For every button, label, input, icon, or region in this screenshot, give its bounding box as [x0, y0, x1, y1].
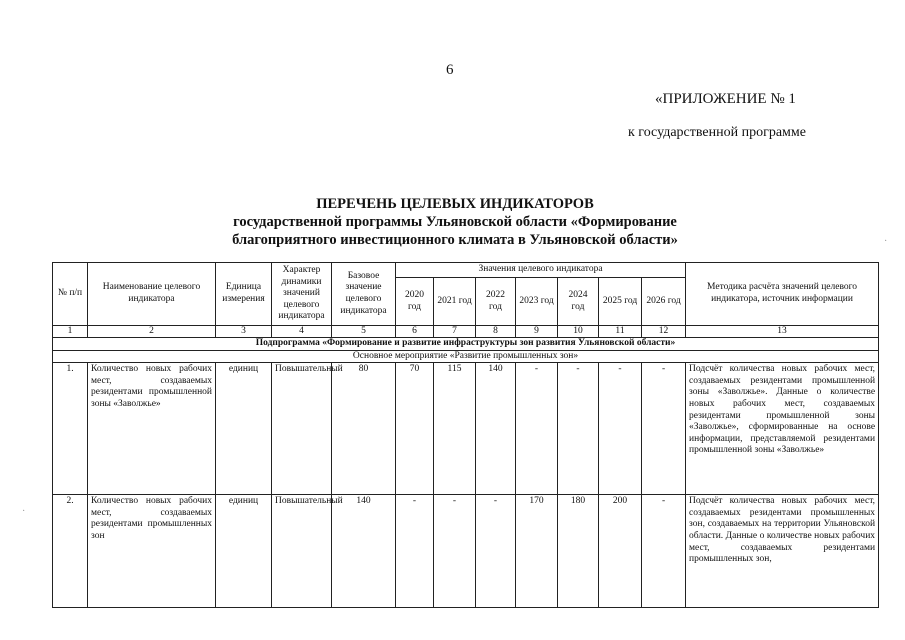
column-number: 12: [642, 326, 686, 338]
appendix-title: «ПРИЛОЖЕНИЕ № 1: [655, 91, 796, 107]
row-value: -: [516, 363, 558, 495]
column-number: 10: [558, 326, 599, 338]
column-number: 11: [599, 326, 642, 338]
header-unit: Единица измерения: [216, 263, 272, 326]
column-number: 3: [216, 326, 272, 338]
table-row: [53, 495, 879, 608]
header-year: 2025 год: [599, 278, 642, 326]
row-method: Подсчёт количества новых рабочих мест, создаваемых резидентами промышленных зон, создаваемых на территории Ульяновской области. Данные о количестве новых рабочих мест, создаваемых резидентами промышленных зон,: [686, 495, 879, 608]
header-year: 2026 год: [642, 278, 686, 326]
row-value: 115: [434, 363, 476, 495]
header-year: 2023 год: [516, 278, 558, 326]
row-dynamics: Повышательный: [272, 363, 332, 495]
main-event-row: [53, 350, 879, 363]
subprogram-title: Подпрограмма «Формирование и развитие инфраструктуры зон развития Ульяновской области»: [53, 338, 879, 351]
title-line-1: ПЕРЕЧЕНЬ ЦЕЛЕВЫХ ИНДИКАТОРОВ: [316, 196, 594, 212]
column-number: 6: [396, 326, 434, 338]
row-value: -: [476, 495, 516, 608]
row-value: 200: [599, 495, 642, 608]
table-row: [53, 363, 879, 495]
header-name: Наименование целевого индикатора: [88, 263, 216, 326]
appendix-subtitle: к государственной программе: [628, 125, 806, 140]
column-number-row: [53, 326, 879, 338]
page-number: 6: [446, 62, 454, 78]
column-number: 8: [476, 326, 516, 338]
header-num: № п/п: [53, 263, 88, 326]
row-method: Подсчёт количества новых рабочих мест, создаваемых резидентами промышленной зоны «Заволжье». Данные о количестве новых рабочих мест, создаваемых резидентами промышленной зоны «Заволжье», сформированные на основе информации, представляемой резидентами промышленной зоны «Заволжье»: [686, 363, 879, 495]
header-method: Методика расчёта значений целевого индикатора, источник информации: [686, 263, 879, 326]
column-number: 13: [686, 326, 879, 338]
column-number: 1: [53, 326, 88, 338]
title-line-3: благоприятного инвестиционного климата в Ульяновской области»: [232, 232, 678, 248]
row-num: 1.: [53, 363, 88, 495]
document-title: [150, 195, 760, 249]
main-event-title: Основное мероприятие «Развитие промышленных зон»: [53, 350, 879, 363]
row-value: -: [558, 363, 599, 495]
row-value: 140: [476, 363, 516, 495]
row-base: 140: [332, 495, 396, 608]
row-dynamics: Повышательный: [272, 495, 332, 608]
row-value: -: [642, 495, 686, 608]
header-dynamics: Характер динамики значений целевого индикатора: [272, 263, 332, 326]
column-number: 5: [332, 326, 396, 338]
row-value: -: [599, 363, 642, 495]
column-number: 7: [434, 326, 476, 338]
subprogram-row: [53, 338, 879, 351]
header-year: 2021 год: [434, 278, 476, 326]
header-base: Базовое значение целевого индикатора: [332, 263, 396, 326]
header-year: 2024 год: [558, 278, 599, 326]
row-value: -: [434, 495, 476, 608]
column-number: 4: [272, 326, 332, 338]
header-values-group: Значения целевого индикатора: [396, 263, 686, 278]
column-number: 9: [516, 326, 558, 338]
header-year: 2022 год: [476, 278, 516, 326]
row-base: 80: [332, 363, 396, 495]
row-unit: единиц: [216, 495, 272, 608]
row-value: 170: [516, 495, 558, 608]
row-name: Количество новых рабочих мест, создаваемых резидентами промышленных зон: [88, 495, 216, 608]
row-value: -: [396, 495, 434, 608]
column-number: 2: [88, 326, 216, 338]
row-value: -: [642, 363, 686, 495]
row-value: 70: [396, 363, 434, 495]
row-num: 2.: [53, 495, 88, 608]
indicators-table: [52, 262, 879, 608]
title-line-2: государственной программы Ульяновской области «Формирование: [233, 214, 677, 230]
scan-speck: ·: [884, 236, 888, 247]
header-year: 2020 год: [396, 278, 434, 326]
row-name: Количество новых рабочих мест, создаваемых резидентами промышленной зоны «Заволжье»: [88, 363, 216, 495]
row-unit: единиц: [216, 363, 272, 495]
scan-speck: ·: [22, 506, 26, 517]
row-value: 180: [558, 495, 599, 608]
